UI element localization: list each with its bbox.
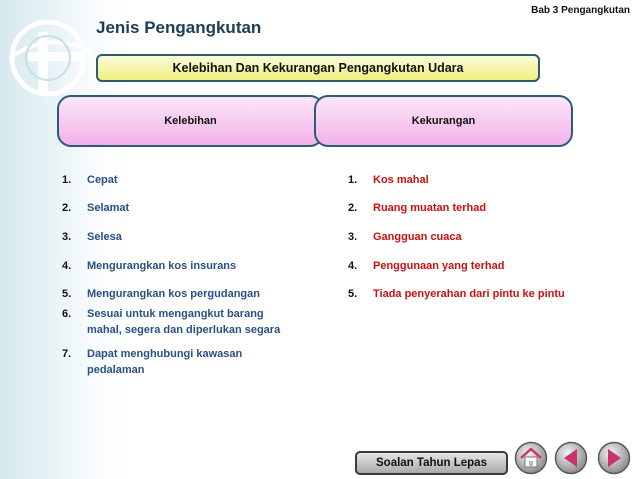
item-text: Dapat menghubungi kawasan xyxy=(87,348,243,360)
advantages-header: Kelebihan xyxy=(57,95,324,147)
item-number: 4. xyxy=(62,260,72,272)
item-text: Mengurangkan kos pergudangan xyxy=(87,288,260,300)
page-title: Jenis Pengangkutan xyxy=(96,18,262,37)
past-year-questions-button[interactable]: Soalan Tahun Lepas xyxy=(355,451,508,475)
item-number: 7. xyxy=(62,348,72,360)
item-number: 5. xyxy=(62,288,72,300)
item-text: Kos mahal xyxy=(373,174,429,186)
item-text: pedalaman xyxy=(87,364,145,376)
item-number: 2. xyxy=(348,202,358,214)
item-number: 5. xyxy=(348,288,358,300)
next-button[interactable] xyxy=(597,441,631,475)
back-button[interactable] xyxy=(554,441,588,475)
chapter-label: Bab 3 Pengangkutan xyxy=(531,5,630,16)
item-number: 2. xyxy=(62,202,72,214)
item-text: Gangguan cuaca xyxy=(373,231,462,243)
item-text: mahal, segera dan diperlukan segara xyxy=(87,324,281,336)
item-number: 3. xyxy=(62,231,72,243)
item-number: 3. xyxy=(348,231,358,243)
item-text: Mengurangkan kos insurans xyxy=(87,260,237,272)
item-text: Ruang muatan terhad xyxy=(373,202,487,214)
home-button[interactable] xyxy=(514,441,548,475)
item-number: 1. xyxy=(348,174,358,186)
item-text: Tiada penyerahan dari pintu ke pintu xyxy=(373,288,565,300)
item-number: 6. xyxy=(62,308,72,320)
item-text: Selamat xyxy=(87,202,130,214)
item-text: Sesuai untuk mengangkut barang xyxy=(87,308,264,320)
item-number: 4. xyxy=(348,260,358,272)
topic-banner: Kelebihan Dan Kekurangan Pengangkutan Udara xyxy=(96,54,540,82)
item-text: Cepat xyxy=(87,174,118,186)
item-number: 1. xyxy=(62,174,72,186)
item-text: Penggunaan yang terhad xyxy=(373,260,505,272)
disadvantages-header: Kekurangan xyxy=(314,95,573,147)
item-text: Selesa xyxy=(87,231,122,243)
